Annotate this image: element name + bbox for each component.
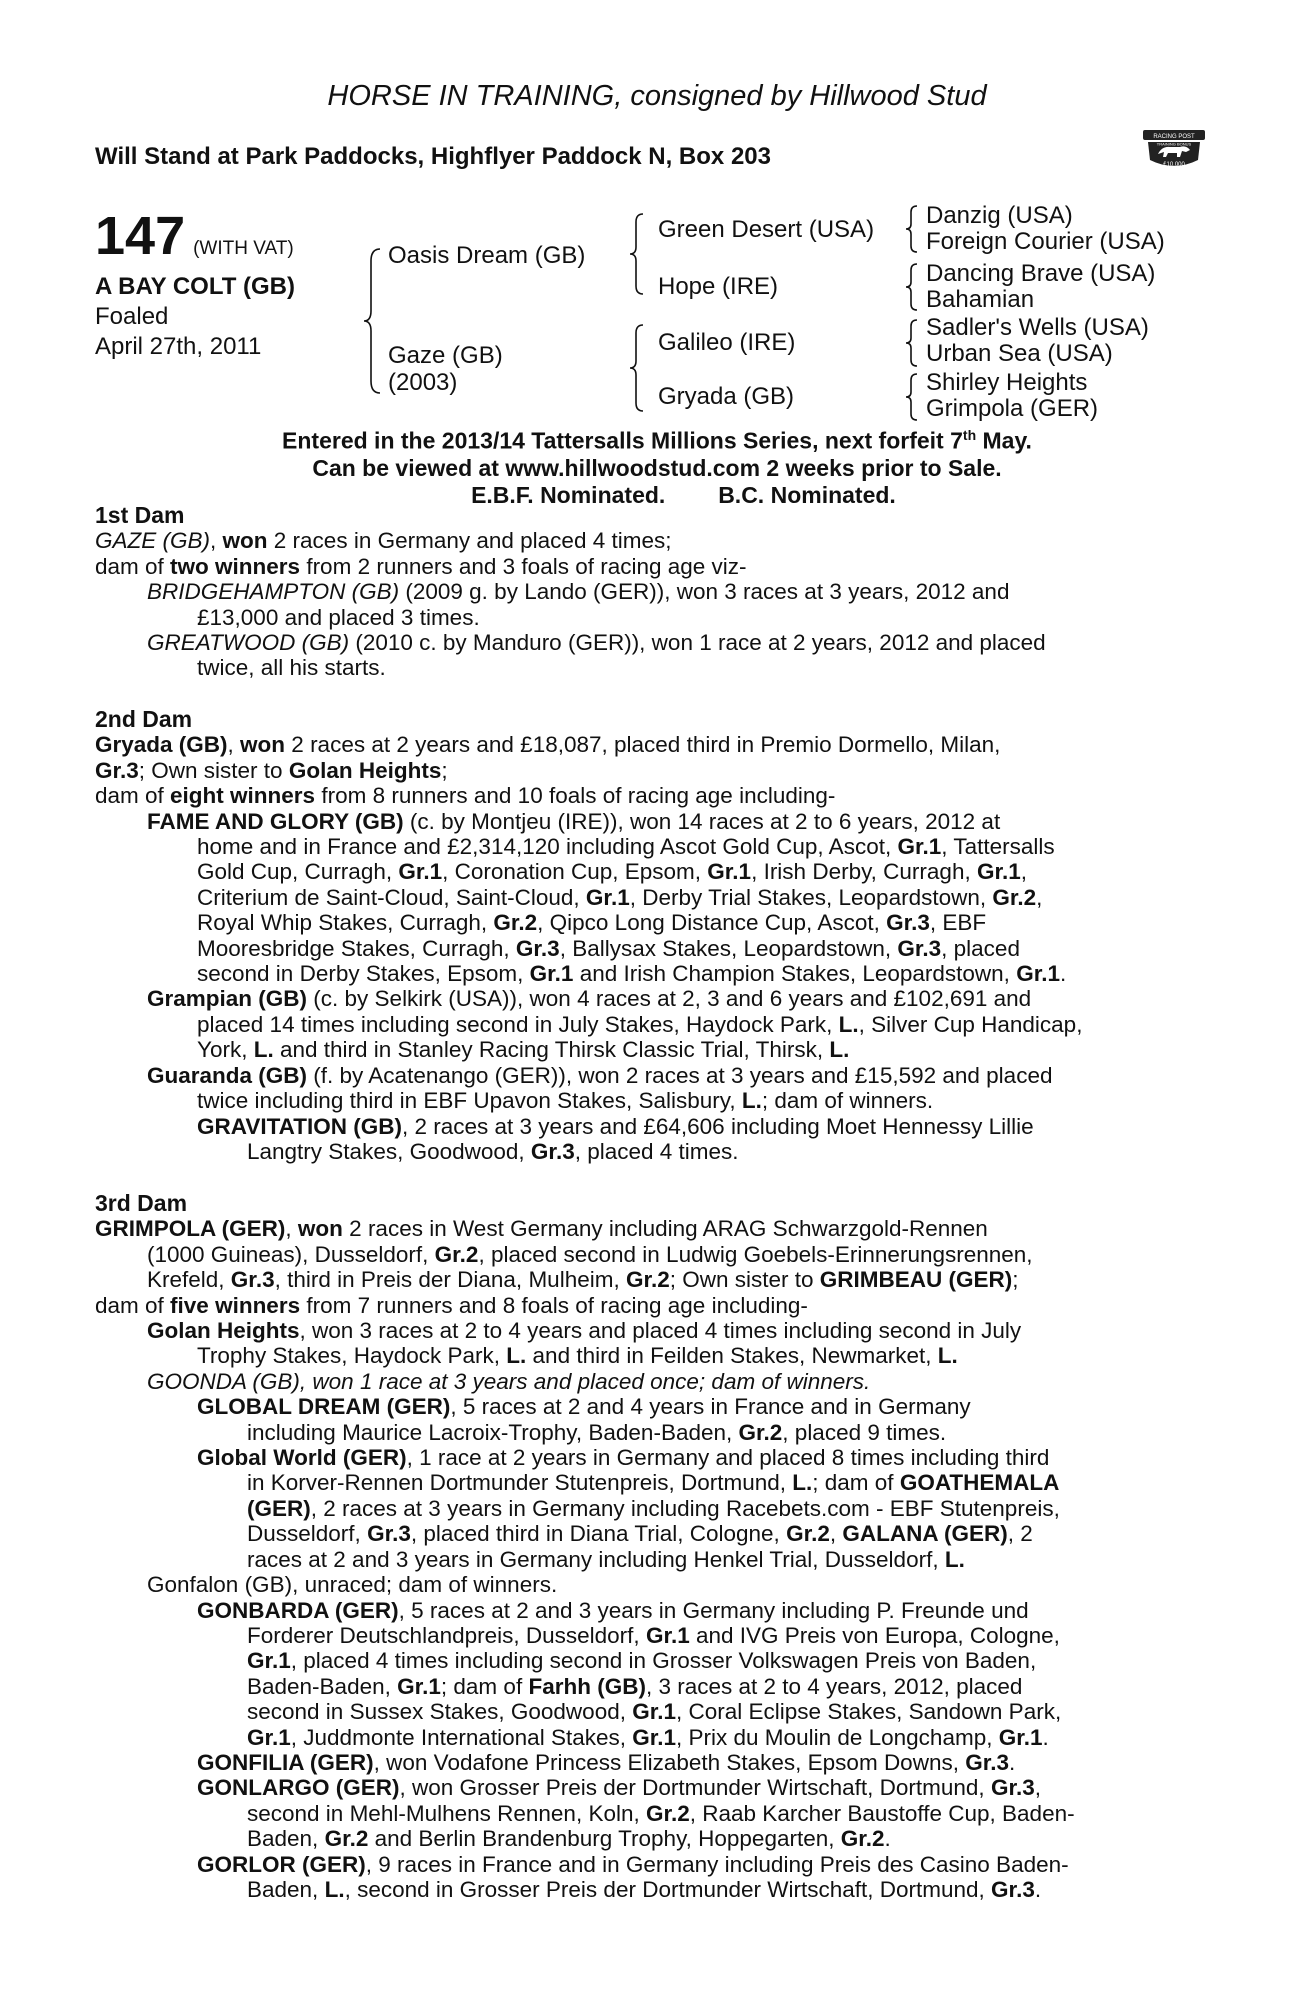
lot-number: 147 xyxy=(95,206,186,266)
pedigree-dam-year: (2003) xyxy=(388,369,458,396)
progeny-line: home and in France and £2,314,120 including Ascot Gold Cup, Ascot, Gr.1, Tattersalls xyxy=(197,834,1055,860)
horse-details xyxy=(95,272,295,362)
progeny-line: Criterium de Saint-Cloud, Saint-Cloud, Gr.1, Derby Trial Stakes, Leopardstown, Gr.2, xyxy=(197,884,1043,910)
svg-text:£10,000: £10,000 xyxy=(1163,162,1185,168)
dam-line: (1000 Guineas), Dusseldorf, Gr.2, placed second in Ludwig Goebels-Erinnerungsrennen, xyxy=(147,1241,1033,1267)
progeny-line: Global World (GER), 1 race at 2 years in Germany and placed 8 times including third xyxy=(197,1445,1050,1471)
progeny-line: Grampian (GB) (c. by Selkirk (USA)), won 4 races at 2, 3 and 6 years and £102,691 and xyxy=(147,986,1032,1012)
pedigree-sds: Dancing Brave (USA) xyxy=(926,260,1156,287)
sale-notes xyxy=(0,422,1314,509)
progeny-line: Baden, Gr.2 and Berlin Brandenburg Trophy, Hoppegarten, Gr.2. xyxy=(247,1826,891,1852)
progeny-line: Gold Cup, Curragh, Gr.1, Coronation Cup, Epsom, Gr.1, Irish Derby, Curragh, Gr.1, xyxy=(197,859,1028,885)
pedigree-ddd: Grimpola (GER) xyxy=(926,395,1099,422)
pedigree-brace-dd xyxy=(904,372,920,422)
pedigree-brace-ss xyxy=(904,204,920,254)
dam-line: GRIMPOLA (GER), won 2 races in West Germany including ARAG Schwarzgold-Rennen xyxy=(95,1216,988,1242)
pedigree-brace-sd xyxy=(904,262,920,312)
progeny-line: Baden, L., second in Grosser Preis der Dortmunder Wirtschaft, Dortmund, Gr.3. xyxy=(247,1876,1042,1902)
pedigree-dam-sire: Galileo (IRE) xyxy=(658,329,796,356)
page-heading: HORSE IN TRAINING, consigned by Hillwood Stud xyxy=(327,80,987,112)
pedigree-sdd: Bahamian xyxy=(926,286,1035,313)
pedigree-dam-dam: Gryada (GB) xyxy=(658,383,795,410)
dam-line: dam of two winners from 2 runners and 3 foals of racing age viz- xyxy=(95,553,747,579)
pedigree-brace-dam xyxy=(628,323,646,413)
progeny-line: placed 14 times including second in July Stakes, Haydock Park, L., Silver Cup Handicap, xyxy=(197,1011,1083,1037)
progeny-line: GLOBAL DREAM (GER), 5 races at 2 and 4 years in France and in Germany xyxy=(197,1394,971,1420)
progeny-line: GONLARGO (GER), won Grosser Preis der Dortmunder Wirtschaft, Dortmund, Gr.3, xyxy=(197,1775,1041,1801)
horse-description: A BAY COLT (GB) xyxy=(95,273,296,300)
progeny-line: Langtry Stakes, Goodwood, Gr.3, placed 4 times. xyxy=(247,1138,739,1164)
progeny-line: Baden-Baden, Gr.1; dam of Farhh (GB), 3 races at 2 to 4 years, 2012, placed xyxy=(247,1673,1023,1699)
pedigree-dam: Gaze (GB) xyxy=(388,342,503,369)
training-bonus-badge-icon xyxy=(1140,128,1208,174)
progeny-line: GRAVITATION (GB), 2 races at 3 years and £64,606 including Moet Hennessy Lillie xyxy=(197,1113,1034,1139)
progeny-line: GORLOR (GER), 9 races in France and in Germany including Preis des Casino Baden- xyxy=(197,1851,1069,1877)
pedigree-dss: Sadler's Wells (USA) xyxy=(926,314,1149,341)
section-title: 3rd Dam xyxy=(95,1190,188,1216)
progeny-line: Forderer Deutschlandpreis, Dusseldorf, Gr.1 and IVG Preis von Europa, Cologne, xyxy=(247,1622,1060,1648)
pedigree-brace-main xyxy=(362,247,384,395)
progeny-line: GOONDA (GB), won 1 race at 3 years and placed once; dam of winners. xyxy=(147,1368,871,1394)
pedigree-sire: Oasis Dream (GB) xyxy=(388,242,586,269)
second-dam-section xyxy=(95,707,1205,1164)
dam-line: dam of eight winners from 8 runners and 10 foals of racing age including- xyxy=(95,783,836,809)
progeny-line: (GER), 2 races at 3 years in Germany including Racebets.com - EBF Stutenpreis, xyxy=(247,1495,1060,1521)
pedigree-sss: Danzig (USA) xyxy=(926,202,1073,229)
dam-line: Gryada (GB), won 2 races at 2 years and £18,087, placed third in Premio Dormello, Milan, xyxy=(95,732,1001,758)
progeny-line: GONBARDA (GER), 5 races at 2 and 3 years in Germany including P. Freunde und xyxy=(197,1597,1029,1623)
section-title: 1st Dam xyxy=(95,502,185,528)
progeny-line: Gr.1, placed 4 times including second in Grosser Volkswagen Preis von Baden, xyxy=(247,1648,1037,1674)
pedigree-dds: Shirley Heights xyxy=(926,369,1088,396)
progeny-line: Mooresbridge Stakes, Curragh, Gr.3, Ballysax Stakes, Leopardstown, Gr.3, placed xyxy=(197,935,1020,961)
progeny-line: Trophy Stakes, Haydock Park, L. and third in Feilden Stakes, Newmarket, L. xyxy=(197,1343,958,1369)
third-dam-section xyxy=(95,1191,1205,1902)
progeny-line: second in Derby Stakes, Epsom, Gr.1 and Irish Champion Stakes, Leopardstown, Gr.1. xyxy=(197,961,1067,987)
svg-text:TRAINING BONUS: TRAINING BONUS xyxy=(1156,141,1192,147)
lot-number-block xyxy=(95,205,294,267)
svg-text:RACING POST: RACING POST xyxy=(1153,134,1195,140)
foaled-date: April 27th, 2011 xyxy=(95,333,262,360)
nomination-note: E.B.F. Nominated. B.C. Nominated. xyxy=(471,481,896,508)
pedigree-brace-ds xyxy=(904,318,920,368)
pedigree-sire-dam: Hope (IRE) xyxy=(658,273,779,300)
progeny-line: Dusseldorf, Gr.3, placed third in Diana Trial, Cologne, Gr.2, GALANA (GER), 2 xyxy=(247,1521,1033,1547)
progeny-line: second in Mehl-Mulhens Rennen, Koln, Gr.2, Raab Karcher Baustoffe Cup, Baden- xyxy=(247,1800,1075,1826)
progeny-line: twice including third in EBF Upavon Stakes, Salisbury, L.; dam of winners. xyxy=(197,1088,934,1114)
vat-label: (WITH VAT) xyxy=(193,238,294,259)
dam-line: Gr.3; Own sister to Golan Heights; xyxy=(95,757,448,783)
section-title: 2nd Dam xyxy=(95,706,193,732)
progeny-line: Gonfalon (GB), unraced; dam of winners. xyxy=(147,1572,558,1598)
progeny-line: second in Sussex Stakes, Goodwood, Gr.1, Coral Eclipse Stakes, Sandown Park, xyxy=(247,1699,1062,1725)
pedigree-sire-sire: Green Desert (USA) xyxy=(658,216,875,243)
pedigree-ssd: Foreign Courier (USA) xyxy=(926,228,1165,255)
stand-location: Will Stand at Park Paddocks, Highflyer Paddock N, Box 203 xyxy=(95,143,771,170)
millions-series-note: Entered in the 2013/14 Tattersalls Millions Series, next forfeit 7th May. xyxy=(282,427,1032,454)
progeny-line: GONFILIA (GER), won Vodafone Princess Elizabeth Stakes, Epsom Downs, Gr.3. xyxy=(197,1749,1016,1775)
viewing-note: Can be viewed at www.hillwoodstud.com 2 weeks prior to Sale. xyxy=(312,454,1002,481)
progeny-line: Golan Heights, won 3 races at 2 to 4 years and placed 4 times including second in July xyxy=(147,1318,1022,1344)
progeny-line: twice, all his starts. xyxy=(197,655,386,681)
progeny-line: GREATWOOD (GB) (2010 c. by Manduro (GER)), won 1 race at 2 years, 2012 and placed xyxy=(147,630,1046,656)
pedigree-brace-sire xyxy=(628,212,646,296)
dam-line: Krefeld, Gr.3, third in Preis der Diana, Mulheim, Gr.2; Own sister to GRIMBEAU (GER); xyxy=(147,1267,1019,1293)
first-dam-section xyxy=(95,503,1205,681)
progeny-line: races at 2 and 3 years in Germany including Henkel Trial, Dusseldorf, L. xyxy=(247,1546,965,1572)
dam-line: dam of five winners from 7 runners and 8 foals of racing age including- xyxy=(95,1292,808,1318)
pedigree-dsd: Urban Sea (USA) xyxy=(926,340,1113,367)
progeny-line: Gr.1, Juddmonte International Stakes, Gr.1, Prix du Moulin de Longchamp, Gr.1. xyxy=(247,1724,1049,1750)
progeny-line: BRIDGEHAMPTON (GB) (2009 g. by Lando (GER)), won 3 races at 3 years, 2012 and xyxy=(147,579,1010,605)
progeny-line: FAME AND GLORY (GB) (c. by Montjeu (IRE)), won 14 races at 2 to 6 years, 2012 at xyxy=(147,808,1001,834)
progeny-line: York, L. and third in Stanley Racing Thirsk Classic Trial, Thirsk, L. xyxy=(197,1037,850,1063)
progeny-line: including Maurice Lacroix-Trophy, Baden-Baden, Gr.2, placed 9 times. xyxy=(247,1419,947,1445)
foaled-label: Foaled xyxy=(95,303,169,330)
dam-line: GAZE (GB), won 2 races in Germany and placed 4 times; xyxy=(95,528,672,554)
progeny-line: Royal Whip Stakes, Curragh, Gr.2, Qipco Long Distance Cup, Ascot, Gr.3, EBF xyxy=(197,910,987,936)
progeny-line: £13,000 and placed 3 times. xyxy=(197,604,480,630)
progeny-line: Guaranda (GB) (f. by Acatenango (GER)), won 2 races at 3 years and £15,592 and placed xyxy=(147,1062,1053,1088)
progeny-line: in Korver-Rennen Dortmunder Stutenpreis, Dortmund, L.; dam of GOATHEMALA xyxy=(247,1470,1060,1496)
